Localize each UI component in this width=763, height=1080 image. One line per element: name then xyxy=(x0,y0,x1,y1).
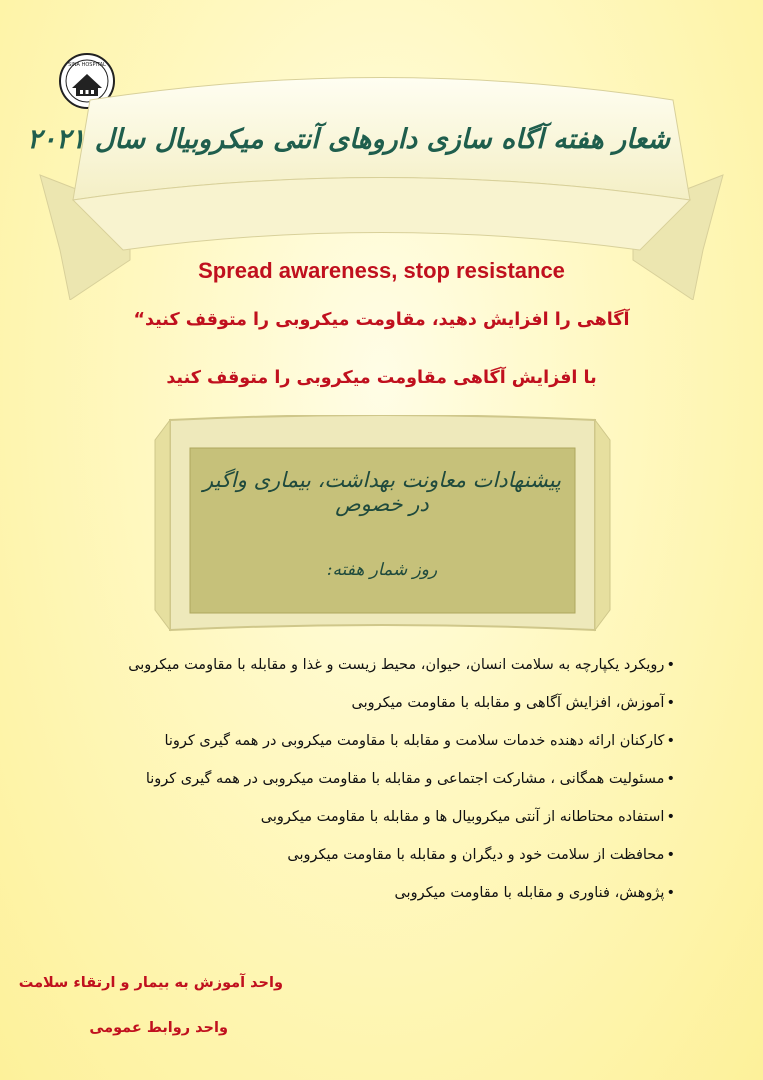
list-item-text: محافظت از سلامت خود و دیگران و مقابله با مقاومت میکروبی xyxy=(287,847,665,863)
bullet-icon: • xyxy=(666,847,675,863)
list-item xyxy=(85,798,675,836)
list-item-text: کارکنان ارائه دهنده خدمات سلامت و مقابله با مقاومت میکروبی در همه گیری کرونا xyxy=(164,733,665,749)
list-item-text: آموزش، افزایش آگاهی و مقابله با مقاومت میکروبی xyxy=(351,695,665,711)
bullet-icon: • xyxy=(666,733,675,749)
english-slogan: Spread awareness, stop resistance xyxy=(198,258,565,283)
list-item xyxy=(85,646,675,684)
persian-slogan-1: آگاهی را افزایش دهید، مقاومت میکروبی را متوقف کنید“ xyxy=(133,310,630,330)
list-item xyxy=(85,684,675,722)
recommendations-frame xyxy=(150,415,615,635)
logo-text: SINA HOSPITAL xyxy=(68,62,106,68)
list-item-text: مسئولیت همگانی ، مشارکت اجتماعی و مقابله با مقاومت میکروبی در همه گیری کرونا xyxy=(145,771,665,787)
bullet-icon: • xyxy=(666,809,675,825)
box-title: پیشنهادات معاونت بهداشت، بیماری واگیر در خصوص xyxy=(203,468,561,516)
footer-unit-education: واحد آموزش به بیمار و ارتقاء سلامت xyxy=(18,975,283,991)
list-item xyxy=(85,722,675,760)
bullet-icon: • xyxy=(666,885,675,901)
list-item-text: استفاده محتاطانه از آنتی میکروبیال ها و مقابله با مقاومت میکروبی xyxy=(260,809,665,825)
recommendation-list xyxy=(85,646,675,912)
bullet-icon: • xyxy=(666,695,675,711)
page-title: شعار هفته آگاه سازی داروهای آنتی میکروبیال سال ۲۰۲۱ xyxy=(27,124,670,155)
bullet-icon: • xyxy=(666,657,675,673)
list-item xyxy=(85,874,675,912)
list-item-text: پژوهش، فناوری و مقابله با مقاومت میکروبی xyxy=(394,885,665,901)
bullet-icon: • xyxy=(666,771,675,787)
list-item-text: رویکرد یکپارچه به سلامت انسان، حیوان، محیط زیست و غذا و مقابله با مقاومت میکروبی xyxy=(128,657,665,673)
box-subtitle: روز شمار هفته: xyxy=(326,560,438,580)
footer-unit-public-relations: واحد روابط عمومی xyxy=(89,1020,228,1036)
list-item xyxy=(85,760,675,798)
persian-slogan-2: با افزایش آگاهی مقاومت میکروبی را متوقف کنید xyxy=(166,368,597,388)
list-item xyxy=(85,836,675,874)
